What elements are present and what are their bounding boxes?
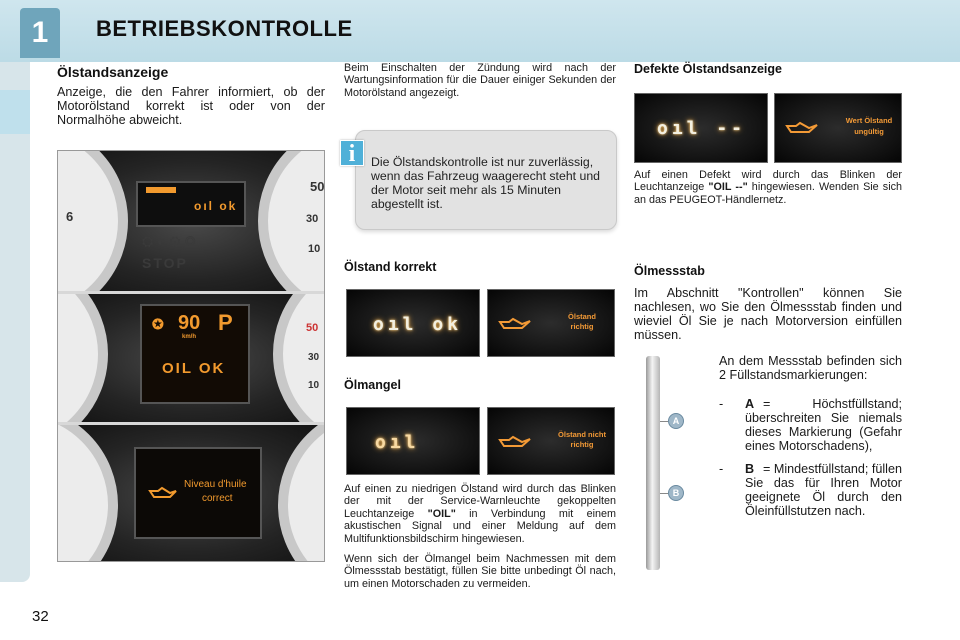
oil-low-paragraph-2: Wenn sich der Ölmangel beim Nachmessen mit dem Ölmessstab bestätigt, füllen Sie bitte unbedingt Öl nach, um einen Motorschaden zu vermeiden. [344,553,616,590]
gauge-mark: 50 [306,322,319,334]
display-invalid-value-panel [774,93,902,163]
lcd-bar [146,187,176,193]
display-oil-not-correct-panel [487,407,615,475]
defective-indicator-heading: Defekte Ölstandsanzeige [634,62,782,76]
display-label-line-2: ungültig [854,127,884,136]
gauge-mark: 6 [66,209,74,224]
chapter-number-tab: 1 [20,8,60,58]
display-label-line-1: Ölstand nicht [558,430,606,439]
dipstick-marker-b: B [668,485,684,501]
display-oil-low-panel [346,407,480,475]
oil-low-heading: Ölmangel [344,378,401,392]
list-item-a-text: = Höchstfüllstand; überschreiten Sie niemals dieses Markierung (Gefahr eines Motorschadens), [745,397,902,453]
dipstick-illustration [646,356,660,570]
dipstick-mark-line [660,493,668,494]
info-box-text: Die Ölstandskontrolle ist nur zuverlässig, wenn das Fahrzeug waagerecht steht und der Motor seit mehr als 15 Minuten abgestellt ist. [371,155,601,211]
list-key-a: A [745,397,755,411]
oil-can-icon [785,120,819,141]
lcd-oil-ok-text: OIL OK [162,360,226,377]
text-part: Auf einen Defekt wird durch das Blinken der Leuchtanzeige [634,169,902,194]
list-dash: - [719,397,724,411]
oil-level-indicator-intro: Anzeige, die den Fahrer informiert, ob der Motorölstand korrekt ist oder von der Normalhöhe abweicht. [57,85,325,127]
message-line-2: correct [202,493,233,504]
oil-level-correct-heading: Ölstand korrekt [344,260,437,274]
list-dash: - [719,462,724,476]
speedometer-gauge [58,294,108,422]
dashboard-bottom [58,425,325,562]
side-rail [0,62,30,582]
display-oil-ok-text: oıl ok [373,314,463,335]
gauge-mark: 30 [308,352,320,363]
dashboard-photo [57,150,325,562]
oil-low-paragraph-1 [344,483,616,545]
display-oil-defect-panel [634,93,768,163]
text-bold: "OIL" [427,507,456,520]
multifunction-display [134,447,262,539]
display-oil-text: oıl [375,432,420,453]
speedometer-gauge [58,425,118,562]
lcd-oil-ok-text: oıl ok [194,199,238,213]
info-icon: i [340,140,364,166]
stop-warning-lamp: STOP [142,255,188,271]
dipstick-heading: Ölmessstab [634,264,705,278]
list-item-b-text: = Mindestfüllstand; füllen Sie das für Ihren Motor geeignete Öl durch den Öleinfüllstutzen nach. [745,462,902,518]
gear-indicator: P [218,310,233,335]
dashboard-top [58,151,325,291]
display-oil-ok-panel [346,289,480,357]
display-label-line-1: Ölstand [568,312,596,321]
dipstick-marks-intro: An dem Messstab befinden sich 2 Füllstandsmarkierungen: [719,354,902,382]
page-title: BETRIEBSKONTROLLE [96,16,353,41]
dipstick-mark-line [660,421,668,422]
display-oil-defect-text: oıl -- [657,118,747,139]
side-rail-accent [0,90,30,134]
oil-can-icon [148,485,178,506]
gauge-mark: 30 [306,213,319,225]
dipstick-paragraph: Im Abschnitt "Kontrollen" können Sie nachlesen, wo Sie den Ölmessstab finden und wieviel Öl Sie je nach Motorversion einfüllen müssen. [634,286,902,342]
warning-lamp-icon: ⛭ ◐ ⚙ ◎ [142,233,196,249]
display-label-line-2: richtig [570,440,594,449]
text-part: in Verbindung mit einem akustischen Signal und einer Meldung auf dem Multifunktionsbildschirm hingewiesen. [344,507,616,545]
page-number: 32 [32,608,49,625]
speed-unit: km/h [182,334,197,340]
instrument-lcd [140,304,250,404]
oil-can-icon [498,316,532,337]
display-label-line-1: Wert Ölstand [845,116,893,125]
instrument-lcd [136,181,246,227]
text-part: hingewiesen. Wenden Sie sich an das PEUGEOT-Händlernetz. [634,181,902,206]
text-bold: "OIL --" [708,181,748,194]
service-wrench-icon: ✪ [152,316,164,332]
oil-level-indicator-heading: Ölstandsanzeige [57,64,169,80]
oil-can-icon [498,434,532,455]
message-line-1: Niveau d'huile [184,479,247,490]
gauge-mark: 50 [310,179,325,194]
defect-paragraph [634,169,902,206]
display-oil-correct-panel [487,289,615,357]
speed-value: 90 [178,312,201,334]
gauge-mark: 10 [308,380,320,391]
rev-gauge [278,425,325,562]
list-key-b: B [745,462,755,476]
gauge-mark: 10 [308,243,321,255]
info-box [355,130,617,230]
text-part: Auf einen zu niedrigen Ölstand wird durch das Blinken der mit der Service-Warnleuchte gekoppelten Leuchtanzeige [344,483,616,520]
dashboard-middle [58,294,325,422]
display-label-line-2: richtig [570,322,594,331]
middle-intro: Beim Einschalten der Zündung wird nach der Wartungsinformation für die Dauer einiger Sekunden der Motorölstand angezeigt. [344,62,616,99]
dipstick-marker-a: A [668,413,684,429]
